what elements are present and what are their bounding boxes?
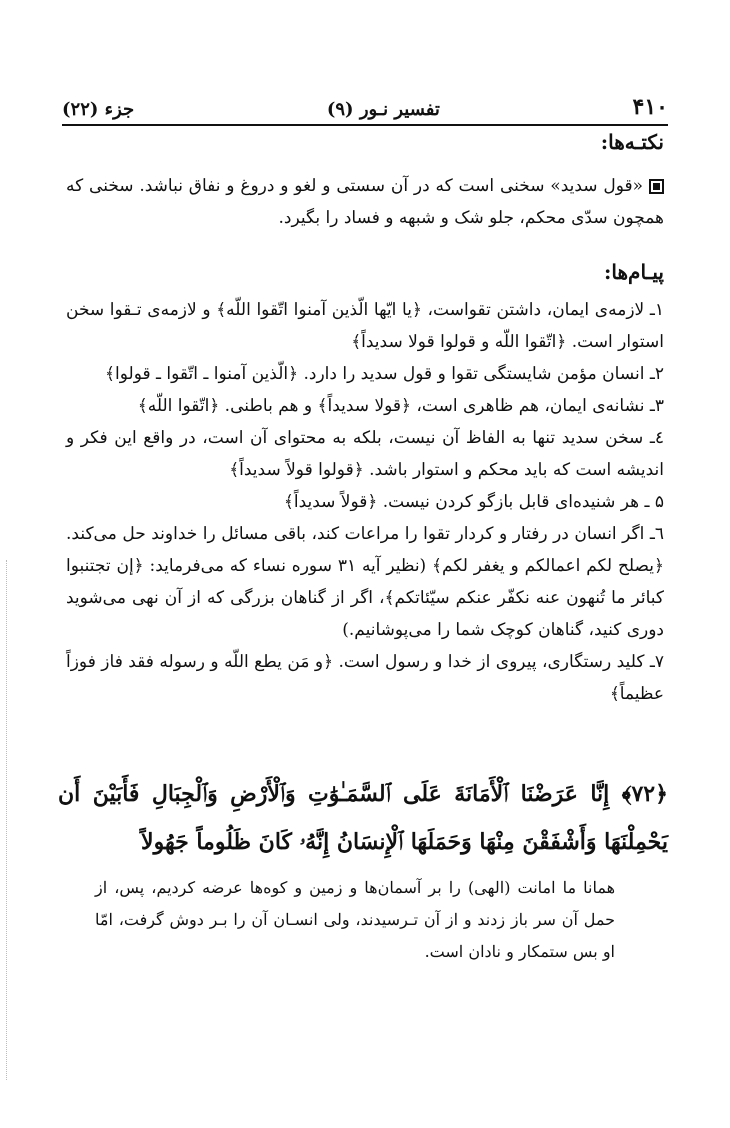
nokteha-text: «قول سدید» سخنی است که در آن سستی و لغو و دروغ و نفاق نباشد. سخنی که همچون سدّی محکم، جلو شک و شبهه و فساد را بگیرد. [66, 176, 664, 228]
list-item: ٦ـ اگر انسان در رفتار و کردار تقوا را مراعات کند، باقی مسائل را خداوند حل می‌کند. ﴿یصلح لکم اعمالکم و یغفر لکم﴾ (نظیر آیه ۳۱ سوره نساء که می‌فرماید: ﴿إن تجتنبوا کبائر ما تُنهون عنه نکفّر عنکم سیّئاتکم﴾، اگر از گناهان بزرگی که از آن نهی می‌شوید دوری کنید، گناهان کوچک شما را می‌پوشانیم.) [66, 524, 664, 640]
verse-translation: همانا ما امانت (الهی) را بر آسمان‌ها و زمین و کوه‌ها عرضه کردیم، پس، از حمل آن سر باز زدند و از آن تـرسیدند، ولی انسـان آن را بـر دوش گرفت، امّا او بس ستمکار و نادان است. [95, 878, 616, 961]
list-item: ٤ـ سخن سدید تنها به الفاظ آن نیست، بلکه به محتوای آن است، در واقع این فکر و اندیشه است که باید محکم و استوار باشد. ﴿قولوا قولاً سدیداً﴾ [66, 428, 664, 480]
list-item: ۷ـ کلید رستگاری، پیروی از خدا و رسول است. ﴿و مَن یطع اللّه و رسوله فقد فاز فوزاً عظیماً﴾ [66, 652, 664, 704]
quran-verse: ﴿۷۲﴾ إِنَّا عَرَضْنَا ٱلْأَمَانَةَ عَلَى ٱلسَّمَـٰوَٰتِ وَٱلْأَرْضِ وَٱلْجِبَالِ فَأَبَيْنَ أَن يَحْمِلْنَهَا وَأَشْفَقْنَ مِنْهَا وَحَمَلَهَا ٱلْإِنسَانُ إِنَّهُۥ كَانَ ظَلُوماً جَهُولاً [58, 781, 668, 855]
page-number: ۴۱۰ [632, 94, 668, 120]
list-item: ۱ـ لازمه‌ی ایمان، داشتن تقواست، ﴿یا ایّها الّذین آمنوا اتّقوا اللّه﴾ و لازمه‌ی تـقوا سخن استوار است. ﴿اتّقوا اللّه و قولوا قولا سدیداً﴾ [66, 300, 664, 352]
list-item: ۳ـ نشانه‌ی ایمان، هم ظاهری است، ﴿قولا سدیداً﴾ و هم باطنی. ﴿اتّقوا اللّه﴾ [137, 396, 664, 416]
page-header [62, 86, 668, 126]
list-item: ۲ـ انسان مؤمن شایستگی تقوا و قول سدید را دارد. ﴿الّذین آمنوا ـ اتّقوا ـ قولوا﴾ [105, 364, 664, 384]
list-item: ۵ ـ هر شنیده‌ای قابل بازگو کردن نیست. ﴿قولاً سدیداً﴾ [283, 492, 664, 512]
nokteha-title: نکتـه‌ها: [600, 130, 664, 154]
payamha-title: پیـام‌ها: [604, 260, 664, 284]
book-title: تفسیر نـور (۹) [326, 99, 440, 120]
nokteha-paragraph [66, 170, 664, 234]
payamha-list [66, 294, 664, 710]
juz-label: جزء (۲۲) [62, 99, 135, 120]
margin-dotted-line [6, 560, 9, 1080]
square-bullet-icon [649, 179, 664, 194]
